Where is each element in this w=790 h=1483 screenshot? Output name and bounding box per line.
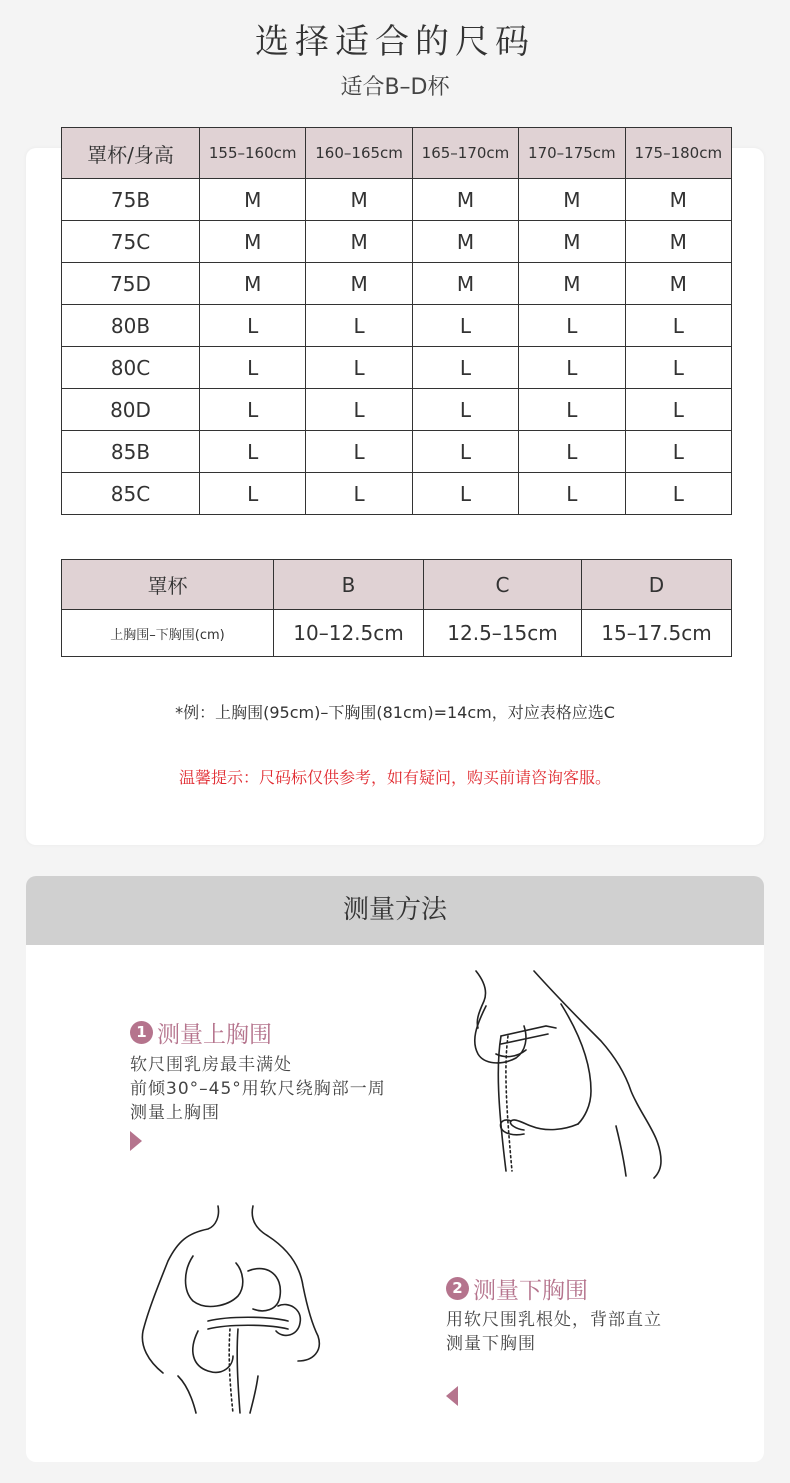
size-table-size-cell: L <box>306 431 412 473</box>
tip-text: 温馨提示：尺码标仅供参考，如有疑问，购买前请咨询客服。 <box>178 768 611 787</box>
size-table-size-cell: L <box>412 431 518 473</box>
size-table-size-cell: L <box>625 305 731 347</box>
size-table-header: 175–180cm <box>625 128 731 179</box>
size-table-size-cell: L <box>306 305 412 347</box>
size-table-size-cell: M <box>306 179 412 221</box>
size-table-size-cell: L <box>200 431 306 473</box>
cup-table-header: C <box>424 560 582 610</box>
size-table-size-cell: L <box>625 347 731 389</box>
size-table-size-cell: L <box>625 389 731 431</box>
step1-title <box>130 1016 272 1049</box>
size-table-header-row <box>62 128 732 179</box>
arrow-right-icon <box>130 1131 142 1151</box>
step1-description <box>130 1053 386 1125</box>
step2-title <box>446 1272 588 1305</box>
upper-bust-illustration-icon <box>466 966 666 1181</box>
step2-title-label: 测量下胸围 <box>473 1278 588 1304</box>
arrow-left-icon <box>446 1386 458 1406</box>
size-table-size-cell: M <box>519 263 625 305</box>
cup-table-cell: 15–17.5cm <box>582 610 732 657</box>
size-table-size-cell: L <box>519 305 625 347</box>
size-table-size-cell: L <box>412 473 518 515</box>
step2-number-icon: 2 <box>446 1277 469 1300</box>
size-table-size-cell: L <box>200 305 306 347</box>
size-table-row <box>62 473 732 515</box>
cup-table-header: D <box>582 560 732 610</box>
cup-table-cell: 12.5–15cm <box>424 610 582 657</box>
size-table-cup-cell: 75B <box>62 179 200 221</box>
size-table-row <box>62 179 732 221</box>
size-table-size-cell: L <box>306 389 412 431</box>
size-table-size-cell: M <box>412 263 518 305</box>
size-table-size-cell: L <box>519 389 625 431</box>
step1-line: 前倾30°–45°用软尺绕胸部一周 <box>130 1079 386 1099</box>
cup-table-row <box>62 610 732 657</box>
step2-line: 用软尺围乳根处，背部直立 <box>446 1310 662 1330</box>
size-table-size-cell: L <box>412 305 518 347</box>
size-table-size-cell: L <box>412 347 518 389</box>
cup-table-header-row <box>62 560 732 610</box>
size-table-row <box>62 431 732 473</box>
size-table-cup-cell: 85B <box>62 431 200 473</box>
page-subtitle: 适合B–D杯 <box>340 75 450 100</box>
cup-table-cell: 上胸围–下胸围(cm) <box>62 610 274 657</box>
size-table-header: 155–160cm <box>200 128 306 179</box>
size-table-cup-cell: 75D <box>62 263 200 305</box>
cup-table-header: 罩杯 <box>62 560 274 610</box>
size-table-header: 160–165cm <box>306 128 412 179</box>
size-table-size-cell: L <box>519 473 625 515</box>
size-table-size-cell: L <box>200 347 306 389</box>
step1-line: 软尺围乳房最丰满处 <box>130 1055 292 1075</box>
size-table-size-cell: M <box>412 179 518 221</box>
size-table-size-cell: L <box>519 347 625 389</box>
size-table <box>61 127 732 515</box>
measure-title: 测量方法 <box>342 895 447 925</box>
size-table-size-cell: L <box>625 473 731 515</box>
size-table-size-cell: L <box>200 473 306 515</box>
size-table-row <box>62 305 732 347</box>
cup-table-header: B <box>274 560 424 610</box>
example-text: *例：上胸围(95cm)–下胸围(81cm)=14cm，对应表格应选C <box>175 703 615 722</box>
size-table-size-cell: M <box>200 179 306 221</box>
measure-header <box>26 876 764 945</box>
step2-line: 测量下胸围 <box>446 1334 536 1354</box>
size-table-header: 165–170cm <box>412 128 518 179</box>
size-table-size-cell: M <box>412 221 518 263</box>
size-table-cup-cell: 80D <box>62 389 200 431</box>
size-table-size-cell: M <box>200 263 306 305</box>
size-table-size-cell: L <box>412 389 518 431</box>
size-table-size-cell: M <box>519 179 625 221</box>
size-table-size-cell: L <box>200 389 306 431</box>
size-table-row <box>62 389 732 431</box>
size-table-header: 170–175cm <box>519 128 625 179</box>
size-table-size-cell: M <box>625 263 731 305</box>
under-bust-illustration-icon <box>138 1201 338 1416</box>
step2-description <box>446 1308 662 1356</box>
size-table-cup-cell: 80C <box>62 347 200 389</box>
size-table-size-cell: M <box>306 263 412 305</box>
size-table-row <box>62 221 732 263</box>
size-table-size-cell: L <box>306 473 412 515</box>
size-table-cup-cell: 75C <box>62 221 200 263</box>
step1-line: 测量上胸围 <box>130 1103 220 1123</box>
size-table-cup-cell: 80B <box>62 305 200 347</box>
size-table-cup-cell: 85C <box>62 473 200 515</box>
measure-card <box>26 876 764 1462</box>
size-table-size-cell: M <box>625 179 731 221</box>
size-table-row <box>62 263 732 305</box>
size-table-size-cell: L <box>625 431 731 473</box>
size-table-size-cell: M <box>200 221 306 263</box>
size-table-size-cell: L <box>306 347 412 389</box>
cup-table-cell: 10–12.5cm <box>274 610 424 657</box>
size-table-size-cell: M <box>519 221 625 263</box>
cup-table <box>61 559 732 657</box>
size-table-header: 罩杯/身高 <box>62 128 200 179</box>
size-table-size-cell: L <box>519 431 625 473</box>
page-title: 选择适合的尺码 <box>255 22 535 62</box>
size-table-size-cell: M <box>306 221 412 263</box>
size-table-size-cell: M <box>625 221 731 263</box>
size-table-row <box>62 347 732 389</box>
step1-title-label: 测量上胸围 <box>157 1022 272 1048</box>
step1-number-icon: 1 <box>130 1021 153 1044</box>
